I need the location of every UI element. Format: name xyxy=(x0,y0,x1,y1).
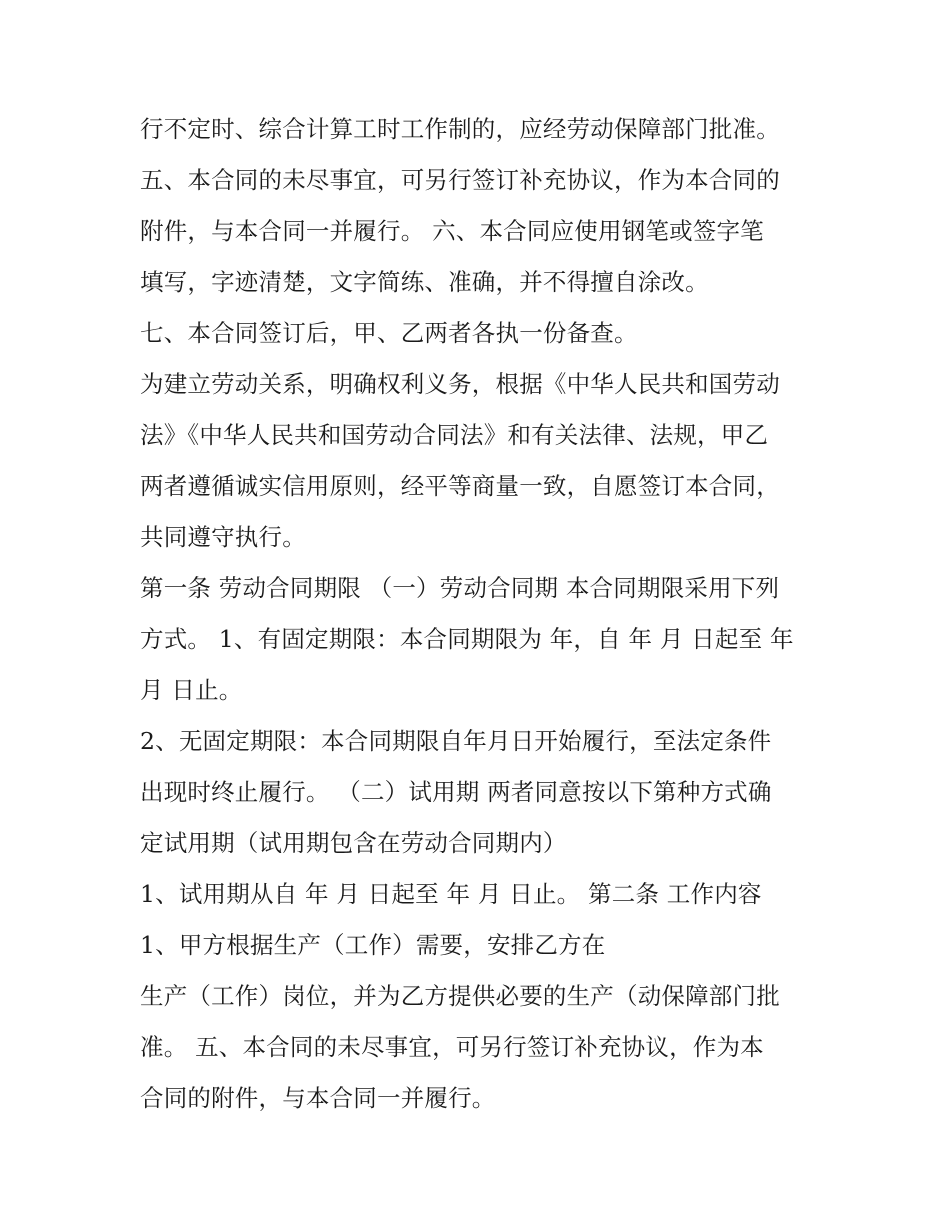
text-line-6: 为建立劳动关系，明确权利义务，根据《中华人民共和国劳动 xyxy=(140,370,780,398)
text-line-19: 准。 五、本合同的未尽事宜，可另行签订补充协议，作为本 xyxy=(140,1033,764,1061)
text-line-17: 1、甲方根据生产（工作）需要，安排乙方在 xyxy=(140,931,606,959)
text-line-20: 合同的附件，与本合同一并履行。 xyxy=(140,1084,496,1112)
text-line-18: 生产（工作）岗位，并为乙方提供必要的生产（动保障部门批 xyxy=(140,982,780,1010)
text-line-16: 1、试用期从自 年 月 日起至 年 月 日止。 第二条 工作内容 xyxy=(140,880,762,908)
text-line-1: 行不定时、综合计算工时工作制的，应经劳动保障部门批准。 xyxy=(140,115,780,143)
text-line-4: 填写，字迹清楚，文字简练、准确，并不得擅自涂改。 xyxy=(140,268,709,296)
text-line-12: 月 日止。 xyxy=(140,676,243,704)
text-line-8: 两者遵循诚实信用原则，经平等商量一致，自愿签订本合同， xyxy=(140,472,780,500)
text-line-11: 方式。 1、有固定期限：本合同期限为 年，自 年 月 日起至 年 xyxy=(140,625,794,653)
text-line-9: 共同遵守执行。 xyxy=(140,523,306,551)
text-line-13: 2、无固定期限：本合同期限自年月日开始履行，至法定条件 xyxy=(140,727,772,755)
text-line-15: 定试用期（试用期包含在劳动合同期内） xyxy=(140,829,567,857)
text-line-10: 第一条 劳动合同期限 （一）劳动合同期 本合同期限采用下列 xyxy=(140,574,780,602)
text-line-5: 七、本合同签订后，甲、乙两者各执一份备查。 xyxy=(140,319,638,347)
text-line-2: 五、本合同的未尽事宜，可另行签订补充协议，作为本合同的 xyxy=(140,166,780,194)
text-line-7: 法》《中华人民共和国劳动合同法》和有关法律、法规，甲乙 xyxy=(140,421,769,449)
text-line-14: 出现时终止履行。 （二）试用期 两者同意按以下第种方式确 xyxy=(140,778,772,806)
text-line-3: 附件，与本合同一并履行。 六、本合同应使用钢笔或签字笔 xyxy=(140,217,764,245)
